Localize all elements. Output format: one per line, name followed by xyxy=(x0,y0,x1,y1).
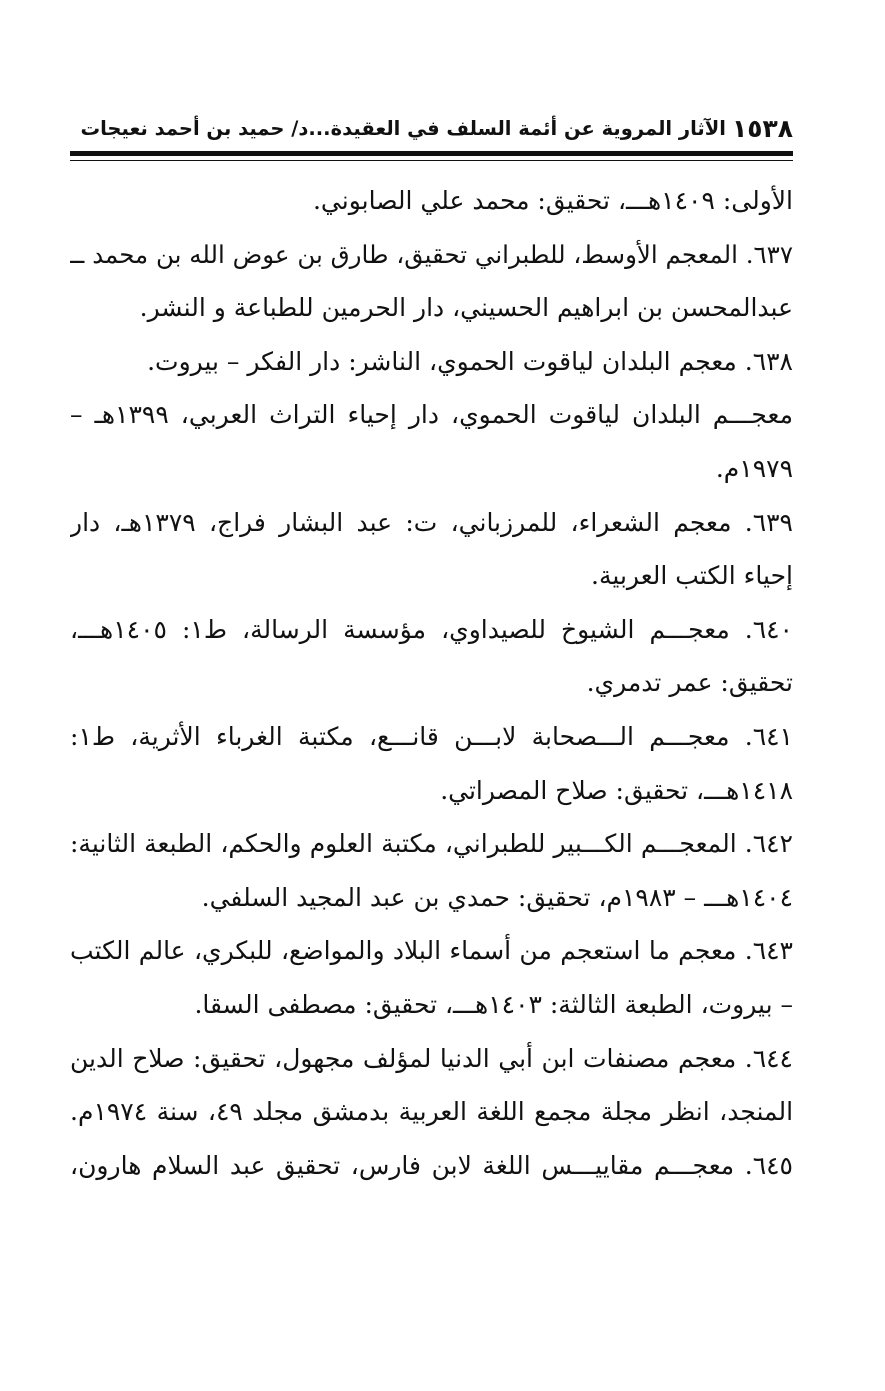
text-line: ٦٣٩. معجم الشعراء، للمرزباني، ت: عبد البشار فراج، ١٣٧٩هـ، دار xyxy=(70,507,793,537)
text-line: معجـــم البلدان لياقوت الحموي، دار إحياء التراث العربي، ١٣٩٩هـ – xyxy=(70,400,793,430)
text-line: إحياء الكتب العربية. xyxy=(591,561,793,591)
text-line: ٦٣٨. معجم البلدان لياقوت الحموي، الناشر: دار الفكر – بيروت. xyxy=(147,346,793,376)
text-line: ١٩٧٩م. xyxy=(715,453,793,483)
header-rule-thin xyxy=(70,160,793,161)
text-line: ٦٤٢. المعجـــم الكـــبير للطبراني، مكتبة العلوم والحكم، الطبعة الثانية: xyxy=(70,829,793,859)
text-line: الأولى: ١٤٠٩هـــ، تحقيق: محمد علي الصابوني. xyxy=(312,186,793,215)
header-rule-thick xyxy=(70,151,793,156)
page-number: ١٥٣٨ xyxy=(731,113,793,143)
text-line: تحقيق: عمر تدمري. xyxy=(586,668,793,698)
text-line: ٦٤٤. معجم مصنفات ابن أبي الدنيا لمؤلف مجهول، تحقيق: صلاح الدين xyxy=(70,1043,793,1073)
text-line: – بيروت، الطبعة الثالثة: ١٤٠٣هـــ، تحقيق: مصطفى السقا. xyxy=(194,989,793,1019)
text-line: عبدالمحسن بن ابراهيم الحسيني، دار الحرمين للطباعة و النشر. xyxy=(139,293,793,323)
text-line: ١٤٠٤هـــ – ١٩٨٣م، تحقيق: حمدي بن عبد المجيد السلفي. xyxy=(201,882,793,912)
text-line: ٦٤١. معجـــم الـــصحابة لابـــن قانـــع، مكتبة الغرباء الأثرية، ط١: xyxy=(70,721,793,751)
running-title: الآثار المروية عن أئمة السلف في العقيدة...د/ حميد بن أحمد نعيجات xyxy=(80,116,726,140)
text-line: المنجد، انظر مجلة مجمع اللغة العربية بدمشق مجلد ٤٩، سنة ١٩٧٤م. xyxy=(70,1097,793,1127)
text-line: ٦٣٧. المعجم الأوسط، للطبراني تحقيق، طارق بن عوض الله بن محمد ــ xyxy=(70,239,793,269)
running-header xyxy=(80,108,793,148)
bibliography-text xyxy=(70,174,793,1192)
text-line: ١٤١٨هـــ، تحقيق: صلاح المصراتي. xyxy=(440,775,793,805)
text-line: ٦٤٣. معجم ما استعجم من أسماء البلاد والمواضع، للبكري، عالم الكتب xyxy=(70,936,793,966)
text-line: ٦٤٥. معجـــم مقاييـــس اللغة لابن فارس، تحقيق عبد السلام هارون، xyxy=(70,1150,793,1180)
text-line: ٦٤٠. معجـــم الشيوخ للصيداوي، مؤسسة الرسالة، ط١: ١٤٠٥هـــ، xyxy=(70,614,793,644)
